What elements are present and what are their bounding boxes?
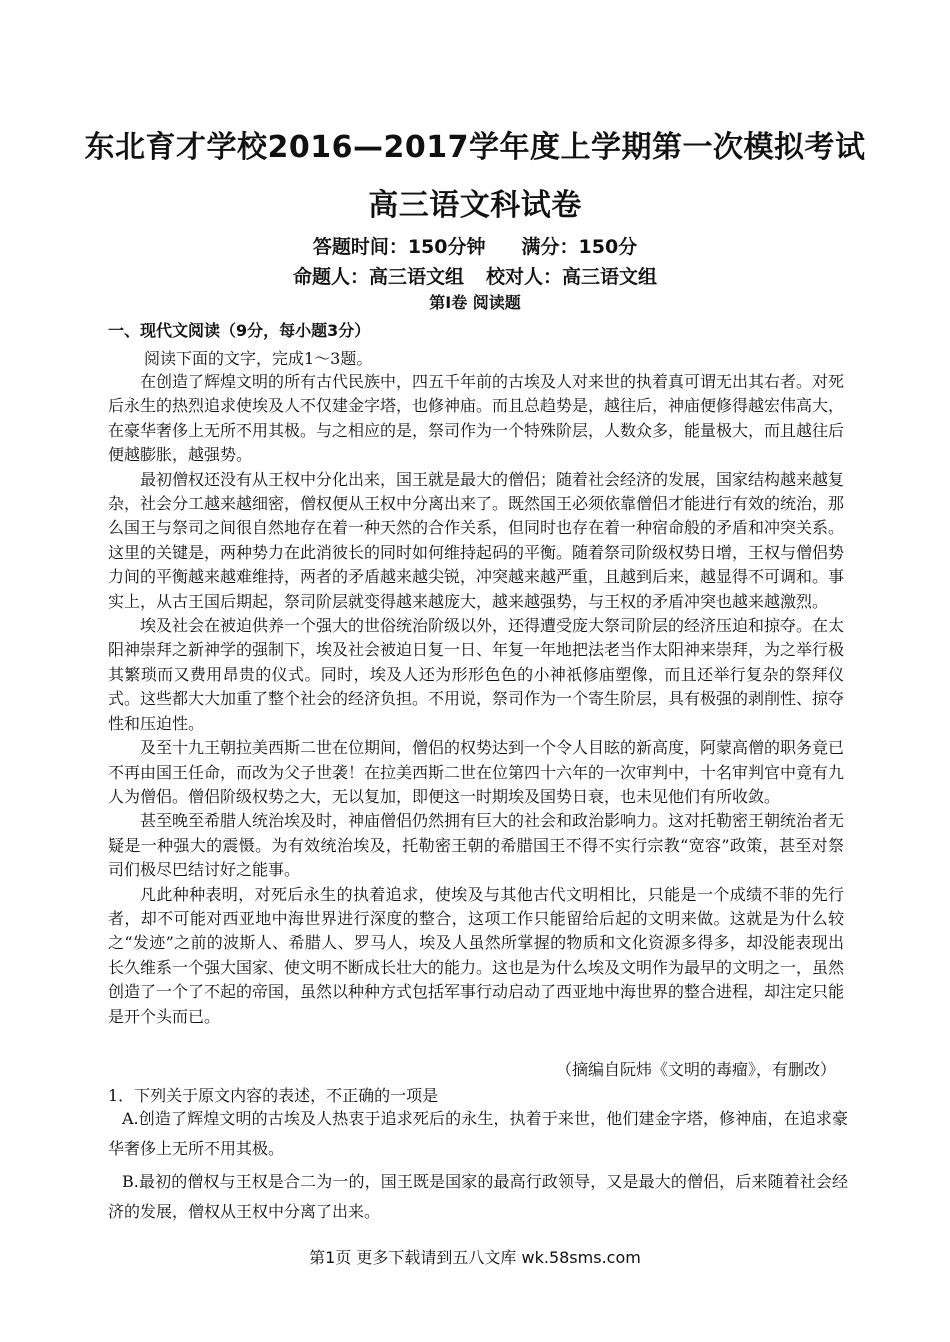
option-b-text: B.最初的僧权与王权是合二为一的，国王既是国家的最高行政领导，又是最大的僧侣，后来随着社会经济的发展，僧权从王权中分离了出来。: [108, 1172, 848, 1221]
passage-paragraph: 及至十九王朝拉美西斯二世在位期间，僧侣的权势达到一个令人目眩的新高度，阿蒙高僧的职务竟已不再由国王任命，而改为父子世袭！在拉美西斯二世在位第四十六年的一次审判中，十名审判官中竟有九人为僧侣。僧侣阶级权势之大，无以复加，即便这一时期埃及国势日衰，也未见他们有所收敛。: [108, 738, 845, 806]
section-instruction: 阅读下面的文字，完成1～3题。: [144, 349, 373, 368]
question-1-option-a: [108, 1104, 848, 1164]
volume-heading: 第Ⅰ卷 阅读题: [429, 293, 521, 312]
passage-paragraph: 甚至晚至希腊人统治埃及时，神庙僧侣仍然拥有巨大的社会和政治影响力。这对托勒密王朝统治者无疑是一种强大的震慑。为有效统治埃及，托勒密王朝的希腊国王不得不实行宗教“宽容”政策，甚至对祭司们极尽巴结讨好之能事。: [108, 811, 845, 880]
page-footer: 第1页 更多下载请到五八文库 wk.58sms.com: [309, 1248, 641, 1267]
question-1-stem: 1．下列关于原文内容的表述，不正确的一项是: [108, 1086, 439, 1105]
exam-subtitle: 高三语文科试卷: [368, 188, 582, 223]
authors-line: [0, 262, 950, 289]
score-label: 满分：150分: [521, 236, 638, 258]
exam-info-line: [0, 232, 950, 259]
passage-paragraph: 凡此种种表明，对死后永生的执着追求，使埃及与其他古代文明相比，只能是一个成绩不菲的先行者，却不可能对西亚地中海世界进行深度的整合，这项工作只能留给后起的文明来做。这就是为什么较之“发迹”之前的波斯人、希腊人、罗马人，埃及人虽然所掌握的物质和文化资源多得多，却没能表现出长久维系一个强大国家、使文明不断成长壮大的能力。这也是为什么埃及文明作为最早的文明之一，虽然创造了一个了不起的帝国，虽然以种种方式包括军事行动启动了西亚地中海世界的整合进程，却注定只能是开个头而已。: [108, 884, 845, 1026]
option-a-text: A.创造了辉煌文明的古埃及人热衷于追求死后的永生，执着于来世，他们建金字塔，修神庙，在追求豪华奢侈上无所不用其极。: [108, 1109, 848, 1158]
passage-paragraph: 最初僧权还没有从王权中分化出来，国王就是最大的僧侣；随着社会经济的发展，国家结构越来越复杂，社会分工越来越细密，僧权便从王权中分离出来了。既然国王必须依靠僧侣才能进行有效的统治，那么国王与祭司之间很自然地存在着一种天然的合作关系，但同时也存在着一种宿命般的矛盾和冲突关系。这里的关键是，两种势力在此消彼长的同时如何维持起码的平衡。随着祭司阶级权势日增，王权与僧侣势力间的平衡越来越难维持，两者的矛盾越来越尖锐，冲突越来越严重，且越到后来，越显得不可调和。事实上，从古王国后期起，祭司阶层就变得越来越庞大，越来越强势，与王权的矛盾冲突也越来越激烈。: [108, 469, 845, 611]
author-label: 命题人：高三语文组: [292, 266, 464, 288]
question-1-option-b: [108, 1167, 848, 1227]
section-heading: 一、现代文阅读（9分，每小题3分）: [108, 321, 371, 340]
passage-paragraph: 在创造了辉煌文明的所有古代民族中，四五千年前的古埃及人对来世的执着真可谓无出其右者。对死后永生的热烈追求使埃及人不仅建金字塔，也修神庙。而且总趋势是，越往后，神庙便修得越宏伟高大，在豪华奢侈上无所不用其极。与之相应的是，祭司作为一个特殊阶层，人数众多，能量极大，而且越往后便越膨胀，越强势。: [108, 372, 845, 465]
passage-paragraph: 埃及社会在被迫供养一个强大的世俗统治阶级以外，还得遭受庞大祭司阶层的经济压迫和掠夺。在太阳神崇拜之新神学的强制下，埃及社会被迫日复一日、年复一年地把法老当作太阳神来崇拜，为之举行极其繁琐而又费用昂贵的仪式。同时，埃及人还为形形色色的小神祇修庙塑像，而且还举行复杂的祭拜仪式。这些都大大加重了整个社会的经济负担。不用说，祭司作为一个寄生阶层，具有极强的剥削性、掠夺性和压迫性。: [108, 616, 845, 733]
reviewer-label: 校对人：高三语文组: [486, 266, 658, 288]
reading-passage: [108, 370, 844, 1029]
passage-source: （摘编自阮炜《文明的毒瘤》，有删改）: [555, 1060, 836, 1079]
exam-title: 东北育才学校2016—2017学年度上学期第一次模拟考试: [84, 130, 866, 165]
time-label: 答题时间：150分钟: [312, 236, 486, 258]
